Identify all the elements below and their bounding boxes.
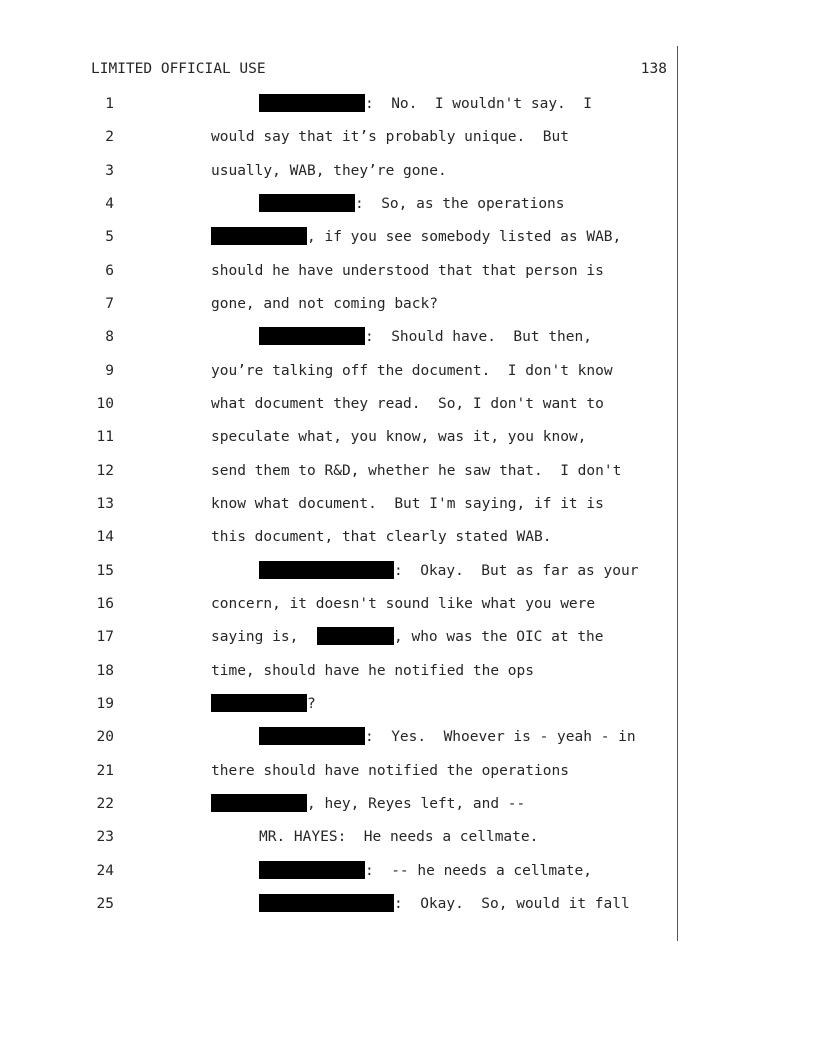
redaction-box — [211, 694, 307, 712]
transcript-line — [0, 694, 816, 716]
line-number: 5 — [105, 229, 114, 245]
line-text: , hey, Reyes left, and -- — [307, 796, 526, 812]
redaction-box — [259, 894, 394, 912]
line-text: saying is, — [211, 629, 299, 645]
transcript-line — [0, 361, 816, 383]
line-number: 10 — [96, 396, 114, 412]
line-number: 6 — [105, 263, 114, 279]
line-number: 20 — [96, 729, 114, 745]
transcript-line — [0, 461, 816, 483]
line-number: 9 — [105, 363, 114, 379]
transcript-line — [0, 527, 816, 549]
line-number: 3 — [105, 163, 114, 179]
transcript-line — [0, 427, 816, 449]
transcript-line — [0, 127, 816, 149]
line-text: would say that it’s probably unique. But — [211, 129, 569, 145]
transcript-line — [0, 727, 816, 749]
redaction-box — [259, 327, 365, 345]
line-text: : Okay. So, would it fall — [394, 896, 630, 912]
line-number: 17 — [96, 629, 114, 645]
redaction-box — [259, 194, 355, 212]
line-number: 23 — [96, 829, 114, 845]
line-number: 16 — [96, 596, 114, 612]
transcript-line — [0, 94, 816, 116]
transcript-line — [0, 894, 816, 916]
line-text: concern, it doesn't sound like what you were — [211, 596, 596, 612]
line-number: 12 — [96, 463, 114, 479]
line-text: : No. I wouldn't say. I — [365, 96, 592, 112]
transcript-line — [0, 327, 816, 349]
line-number: 14 — [96, 529, 114, 545]
transcript-line — [0, 594, 816, 616]
line-text: : Okay. But as far as your — [394, 563, 639, 579]
line-number: 15 — [96, 563, 114, 579]
transcript-line — [0, 661, 816, 683]
line-text: send them to R&D, whether he saw that. I don't — [211, 463, 622, 479]
line-text: : Yes. Whoever is - yeah - in — [365, 729, 636, 745]
transcript-line — [0, 494, 816, 516]
line-text: time, should have he notified the ops — [211, 663, 535, 679]
line-text: this document, that clearly stated WAB. — [211, 529, 552, 545]
line-number: 4 — [105, 196, 114, 212]
line-text: : So, as the operations — [355, 196, 565, 212]
line-number: 11 — [96, 429, 114, 445]
redaction-box — [211, 227, 307, 245]
line-text: you’re talking off the document. I don't know — [211, 363, 613, 379]
redaction-box — [317, 627, 394, 645]
line-text: what document they read. So, I don't want to — [211, 396, 604, 412]
line-text: gone, and not coming back? — [211, 296, 438, 312]
line-number: 25 — [96, 896, 114, 912]
transcript-line — [0, 294, 816, 316]
transcript-line — [0, 227, 816, 249]
line-number: 8 — [105, 329, 114, 345]
line-number: 19 — [96, 696, 114, 712]
line-number: 21 — [96, 763, 114, 779]
line-number: 7 — [105, 296, 114, 312]
line-number: 1 — [105, 96, 114, 112]
transcript-line — [0, 561, 816, 583]
line-text: usually, WAB, they’re gone. — [211, 163, 447, 179]
transcript-line — [0, 261, 816, 283]
redaction-box — [259, 861, 365, 879]
line-number: 22 — [96, 796, 114, 812]
line-text: : -- he needs a cellmate, — [365, 863, 592, 879]
transcript-line — [0, 861, 816, 883]
line-text: MR. HAYES: He needs a cellmate. — [259, 829, 539, 845]
line-text: , if you see somebody listed as WAB, — [307, 229, 622, 245]
transcript-line — [0, 794, 816, 816]
line-text: there should have notified the operations — [211, 763, 569, 779]
transcript-line — [0, 161, 816, 183]
line-text-continued: , who was the OIC at the — [394, 629, 604, 645]
line-number: 18 — [96, 663, 114, 679]
transcript-line — [0, 194, 816, 216]
line-text: speculate what, you know, was it, you know, — [211, 429, 587, 445]
line-number: 13 — [96, 496, 114, 512]
line-text: ? — [307, 696, 316, 712]
line-number: 24 — [96, 863, 114, 879]
transcript-line — [0, 394, 816, 416]
page-number: 138 — [640, 61, 667, 77]
redaction-box — [211, 794, 307, 812]
transcript-line — [0, 827, 816, 849]
redaction-box — [259, 561, 394, 579]
transcript-line — [0, 761, 816, 783]
line-text: should he have understood that that person is — [211, 263, 604, 279]
transcript-line — [0, 627, 816, 649]
classification-header: LIMITED OFFICIAL USE — [91, 61, 266, 77]
line-text: : Should have. But then, — [365, 329, 592, 345]
redaction-box — [259, 94, 365, 112]
line-text: know what document. But I'm saying, if it is — [211, 496, 604, 512]
redaction-box — [259, 727, 365, 745]
line-number: 2 — [105, 129, 114, 145]
